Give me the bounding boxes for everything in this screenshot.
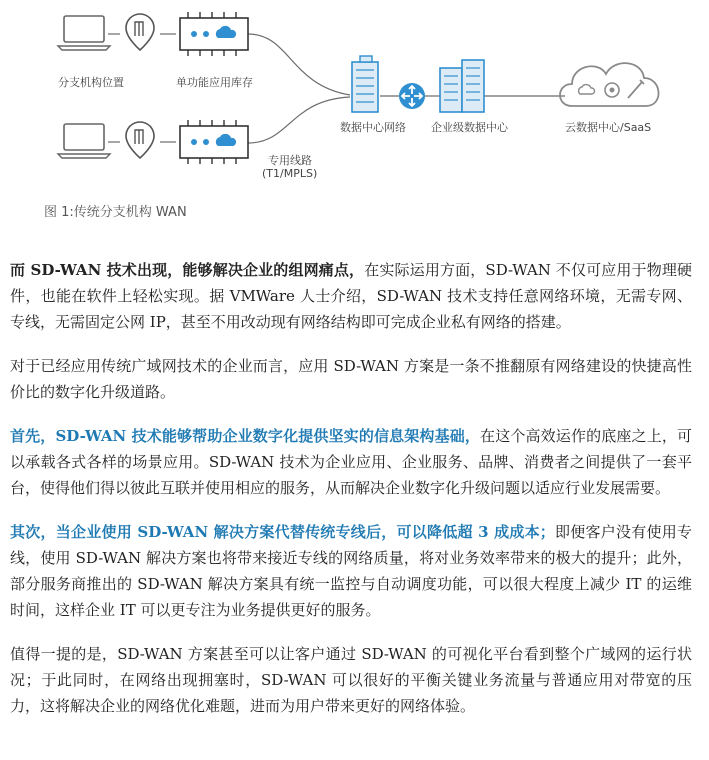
paragraph-4-body: 即便客户没有使用专线，使用 SD-WAN 解决方案也将带来接近专线的网络质量，将对业务效率带来的极大的提升；此外，部分服务商推出的 SD-WAN 解决方案具有统一监控与自动调度功能，可以很大程度上减少 IT 的运维时间，这样企业 IT 可以更专注为业务提供更好的服务。 xyxy=(10,523,692,619)
location-pin-icon xyxy=(126,14,154,50)
cloud-icon xyxy=(560,63,659,106)
paragraph-5: 值得一提的是，SD-WAN 方案甚至可以让客户通过 SD-WAN 的可视化平台看到整个广域网的运行状况；于此同时，在网络出现拥塞时，SD-WAN 可以很好的平衡关键业务流量与普通应用对带宽的压力，这将解决企业的网络优化难题，进而为用户带来更好的网络体验。 xyxy=(10,645,692,715)
laptop-icon xyxy=(58,124,110,158)
label-single-function-appliance: 单功能应用库存 xyxy=(176,76,253,89)
paragraph-3 xyxy=(10,423,692,501)
paragraph-2: 对于已经应用传统广域网技术的企业而言，应用 SD-WAN 方案是一条不推翻原有网络建设的快捷高性价比的数字化升级道路。 xyxy=(10,357,692,401)
upper-link-line xyxy=(248,34,350,95)
network-diagram-figure xyxy=(0,0,709,240)
article-body xyxy=(10,257,692,737)
label-branch-location: 分支机构位置 xyxy=(58,76,124,89)
label-dedicated-line: 专用线路 xyxy=(268,154,312,167)
laptop-icon xyxy=(58,16,110,50)
appliance-stack-icon xyxy=(180,12,248,56)
label-enterprise-datacenter: 企业级数据中心 xyxy=(431,121,508,134)
enterprise-datacenter-icon xyxy=(440,60,484,112)
paragraph-3-body: 在这个高效运作的底座之上，可以承载各式各样的场景应用。SD-WAN 技术为企业应用、企业服务、品牌、消费者之间提供了一套平台，使得他们得以彼此互联并使用相应的服务，从而解决企业数字化升级问题以适应行业发展需要。 xyxy=(10,427,692,497)
appliance-stack-icon xyxy=(180,120,248,164)
label-cloud-datacenter: 云数据中心/SaaS xyxy=(565,121,652,134)
paragraph-4 xyxy=(10,519,692,623)
datacenter-building-icon xyxy=(352,56,378,112)
paragraph-1 xyxy=(10,257,692,335)
label-dedicated-line-type: (T1/MPLS) xyxy=(262,167,318,180)
label-datacenter-network: 数据中心网络 xyxy=(340,121,406,134)
location-pin-icon xyxy=(126,122,154,158)
lower-link-line xyxy=(248,97,350,143)
paragraph-1-body: 在实际运用方面，SD-WAN 不仅可应用于物理硬件，也能在软件上轻松实现。据 VMWare 人士介绍，SD-WAN 技术支持任意网络环境，无需专网、专线，无需固定公网 IP，甚至不用改动现有网络结构即可完成企业私有网络的搭建。 xyxy=(10,261,692,331)
paragraph-4-highlight: 其次，当企业使用 SD-WAN 解决方案代替传统专线后，可以降低超 3 成成本； xyxy=(10,523,555,541)
wrench-icon xyxy=(628,80,644,98)
figure-caption: 图 1:传统分支机构 WAN xyxy=(44,205,187,220)
paragraph-1-lead: 而 SD-WAN 技术出现，能够解决企业的组网痛点， xyxy=(10,261,365,279)
router-icon xyxy=(399,83,425,109)
paragraph-3-highlight: 首先，SD-WAN 技术能够帮助企业数字化提供坚实的信息架构基础， xyxy=(10,427,481,445)
